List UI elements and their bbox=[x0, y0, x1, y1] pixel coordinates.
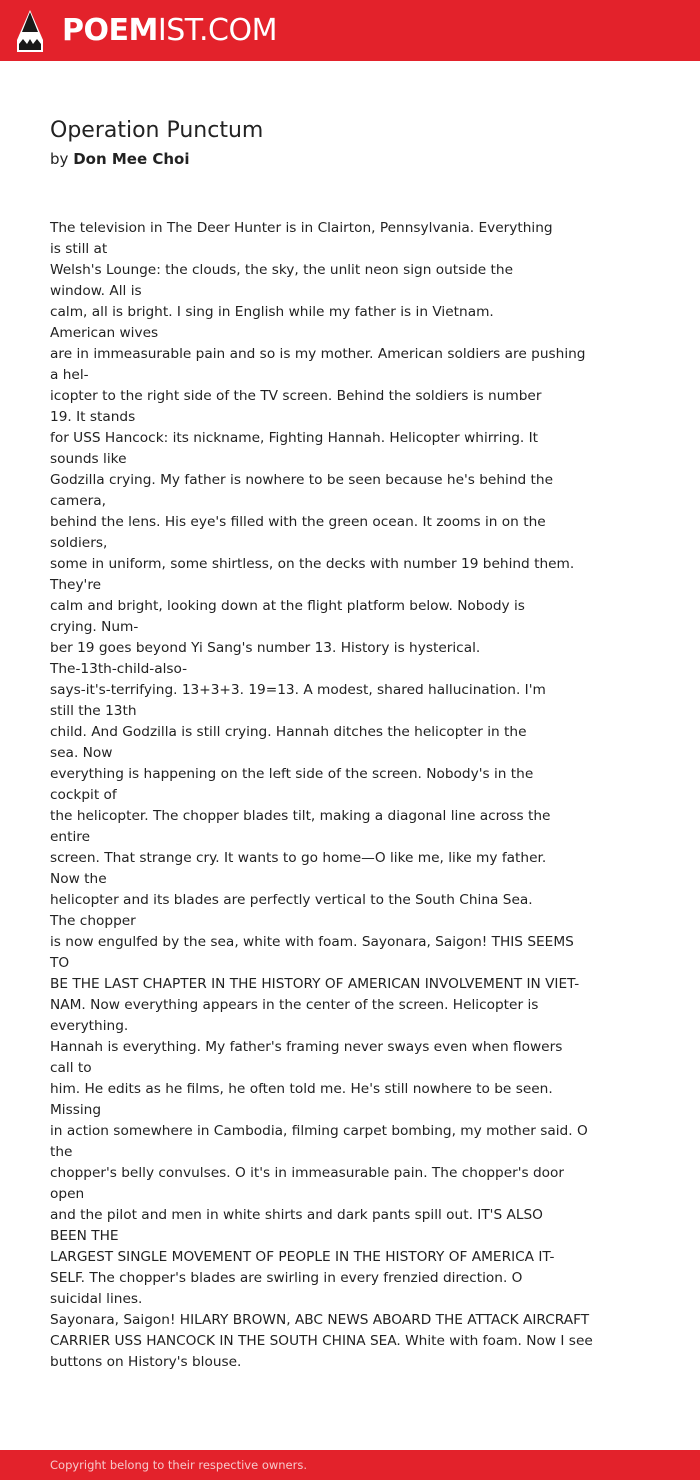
copyright-notice: Copyright belong to their respective owners. bbox=[50, 1458, 308, 1472]
poem-line: CARRIER USS HANCOCK IN THE SOUTH CHINA SEA. White with foam. Now I see bbox=[50, 1333, 593, 1349]
poem-line: are in immeasurable pain and so is my mother. American soldiers are pushing bbox=[50, 346, 586, 362]
poem-line: SELF. The chopper's blades are swirling in every frenzied direction. O bbox=[50, 1270, 523, 1286]
poem-line: Godzilla crying. My father is nowhere to be seen because he's behind the bbox=[50, 472, 554, 488]
poem-line: some in uniform, some shirtless, on the decks with number 19 behind them. bbox=[50, 556, 575, 572]
poem-line: child. And Godzilla is still crying. Hannah ditches the helicopter in the bbox=[50, 724, 527, 740]
poem-line: soldiers, bbox=[50, 535, 108, 551]
by-prefix: by bbox=[50, 150, 69, 168]
poem-line: 19. It stands bbox=[50, 409, 136, 425]
poem-line: crying. Num- bbox=[50, 619, 139, 635]
pencil-tip-icon[interactable] bbox=[17, 10, 43, 52]
author-name: Don Mee Choi bbox=[73, 150, 190, 168]
poem-line: They're bbox=[50, 577, 102, 593]
poem-line: TO bbox=[50, 955, 70, 971]
poem-line: buttons on History's blouse. bbox=[50, 1354, 242, 1370]
poem-line: Sayonara, Saigon! HILARY BROWN, ABC NEWS ABOARD THE ATTACK AIRCRAFT bbox=[50, 1312, 590, 1328]
site-footer bbox=[0, 1450, 700, 1480]
poem-line: helicopter and its blades are perfectly vertical to the South China Sea. bbox=[50, 892, 533, 908]
poem-line: icopter to the right side of the TV screen. Behind the soldiers is number bbox=[50, 388, 542, 404]
poem-line: American wives bbox=[50, 325, 159, 341]
poem-line: a hel- bbox=[50, 367, 89, 383]
poem-line: The-13th-child-also- bbox=[50, 661, 188, 677]
logo-light-text: IST.COM bbox=[157, 13, 277, 48]
poem-line: screen. That strange cry. It wants to go home—O like me, like my father. bbox=[50, 850, 547, 866]
poem-line: is now engulfed by the sea, white with foam. Sayonara, Saigon! THIS SEEMS bbox=[50, 934, 574, 950]
poem-line: open bbox=[50, 1186, 85, 1202]
poem-line: for USS Hancock: its nickname, Fighting Hannah. Helicopter whirring. It bbox=[50, 430, 539, 446]
poem-line: says-it's-terrifying. 13+3+3. 19=13. A modest, shared hallucination. I'm bbox=[50, 682, 546, 698]
poem-line: Missing bbox=[50, 1102, 102, 1118]
poem-line: BE THE LAST CHAPTER IN THE HISTORY OF AMERICAN INVOLVEMENT IN VIET- bbox=[50, 976, 580, 992]
poem-line: sounds like bbox=[50, 451, 127, 467]
poem-line: Hannah is everything. My father's framing never sways even when flowers bbox=[50, 1039, 563, 1055]
poem-line: The television in The Deer Hunter is in Clairton, Pennsylvania. Everything bbox=[50, 220, 553, 236]
poem-line: behind the lens. His eye's filled with the green ocean. It zooms in on the bbox=[50, 514, 546, 530]
poem-line: LARGEST SINGLE MOVEMENT OF PEOPLE IN THE HISTORY OF AMERICA IT- bbox=[50, 1249, 555, 1265]
poem-line: calm, all is bright. I sing in English while my father is in Vietnam. bbox=[50, 304, 494, 320]
poem-line: Welsh's Lounge: the clouds, the sky, the unlit neon sign outside the bbox=[50, 262, 513, 278]
poem-line: chopper's belly convulses. O it's in immeasurable pain. The chopper's door bbox=[50, 1165, 565, 1181]
poem-line: the bbox=[50, 1144, 73, 1160]
poem-line: call to bbox=[50, 1060, 92, 1076]
poem-line: and the pilot and men in white shirts and dark pants spill out. IT'S ALSO bbox=[50, 1207, 543, 1223]
poem-line: entire bbox=[50, 829, 91, 845]
poem-line: sea. Now bbox=[50, 745, 113, 761]
poem-line: suicidal lines. bbox=[50, 1291, 143, 1307]
logo-bold-text: POEM bbox=[62, 13, 158, 48]
poem-line: everything. bbox=[50, 1018, 129, 1034]
poem-line: still the 13th bbox=[50, 703, 137, 719]
site-header bbox=[0, 0, 700, 61]
poem-line: in action somewhere in Cambodia, filming carpet bombing, my mother said. O bbox=[50, 1123, 588, 1139]
poem-line: the helicopter. The chopper blades tilt, making a diagonal line across the bbox=[50, 808, 551, 824]
poem-line: window. All is bbox=[50, 283, 142, 299]
poem-line: ber 19 goes beyond Yi Sang's number 13. History is hysterical. bbox=[50, 640, 481, 656]
poem-line: is still at bbox=[50, 241, 108, 257]
poem-line: BEEN THE bbox=[50, 1228, 119, 1244]
poem-body bbox=[50, 218, 610, 1373]
poem-line: cockpit of bbox=[50, 787, 117, 803]
poem-line: The chopper bbox=[50, 913, 136, 929]
poem-line: Now the bbox=[50, 871, 107, 887]
poem-line: NAM. Now everything appears in the center of the screen. Helicopter is bbox=[50, 997, 539, 1013]
poem-line: everything is happening on the left side of the screen. Nobody's in the bbox=[50, 766, 534, 782]
site-logo[interactable] bbox=[62, 11, 277, 51]
byline bbox=[50, 147, 189, 171]
poem-line: calm and bright, looking down at the flight platform below. Nobody is bbox=[50, 598, 525, 614]
poem-line: him. He edits as he films, he often told me. He's still nowhere to be seen. bbox=[50, 1081, 553, 1097]
poem-title: Operation Punctum bbox=[50, 118, 264, 143]
poem-line: camera, bbox=[50, 493, 107, 509]
